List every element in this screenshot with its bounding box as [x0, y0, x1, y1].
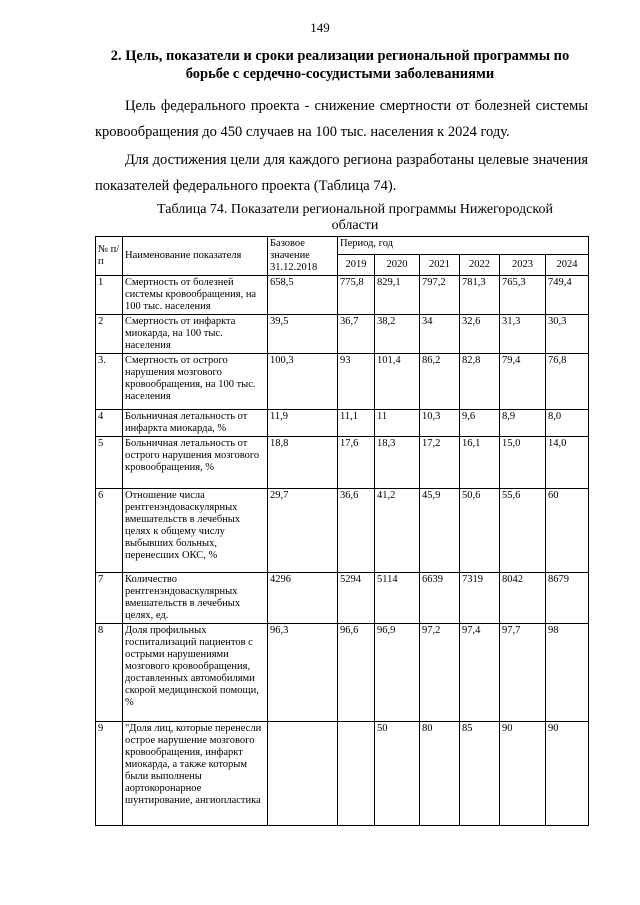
row-number-cell: 5	[96, 437, 123, 489]
table-row	[96, 573, 589, 624]
indicator-name-cell: Смертность от инфаркта миокарда, на 100 тыс. населения	[123, 315, 268, 354]
header-year: 2024	[546, 254, 589, 275]
indicator-name-cell: Количество рентгенэндоваскулярных вмешательств в лечебных целях, ед.	[123, 573, 268, 624]
header-period: Период, год	[338, 237, 589, 255]
year-value-cell: 7319	[460, 573, 500, 624]
year-value-cell: 14,0	[546, 437, 589, 489]
row-number-cell: 1	[96, 276, 123, 315]
header-base: Базовое значение 31.12.2018	[268, 237, 338, 276]
year-value-cell: 32,6	[460, 315, 500, 354]
year-value-cell: 50,6	[460, 489, 500, 573]
year-value-cell: 9,6	[460, 410, 500, 437]
indicator-name-cell: Смертность от болезней системы кровообращения, на 100 тыс. населения	[123, 276, 268, 315]
year-value-cell: 45,9	[420, 489, 460, 573]
section-heading: 2. Цель, показатели и сроки реализации региональной программы по борьбе с сердечно-сосудистыми заболеваниями	[110, 48, 570, 82]
year-value-cell: 17,6	[338, 437, 375, 489]
year-value-cell: 765,3	[500, 276, 546, 315]
year-value-cell: 50	[375, 722, 420, 826]
row-number-cell: 9	[96, 722, 123, 826]
year-value-cell: 8,9	[500, 410, 546, 437]
year-value-cell: 6639	[420, 573, 460, 624]
year-value-cell	[338, 722, 375, 826]
header-year: 2021	[420, 254, 460, 275]
year-value-cell: 797,2	[420, 276, 460, 315]
row-number-cell: 3.	[96, 354, 123, 410]
year-value-cell: 97,7	[500, 624, 546, 722]
table-caption: Таблица 74. Показатели региональной программы Нижегородской области	[157, 202, 553, 233]
year-value-cell: 76,8	[546, 354, 589, 410]
table-row	[96, 354, 589, 410]
year-value-cell: 55,6	[500, 489, 546, 573]
table-row	[96, 722, 589, 826]
row-number-cell: 8	[96, 624, 123, 722]
row-number-cell: 2	[96, 315, 123, 354]
year-value-cell: 829,1	[375, 276, 420, 315]
table-row	[96, 624, 589, 722]
year-value-cell: 5294	[338, 573, 375, 624]
year-value-cell: 775,8	[338, 276, 375, 315]
year-value-cell: 17,2	[420, 437, 460, 489]
year-value-cell: 8042	[500, 573, 546, 624]
base-value-cell: 29,7	[268, 489, 338, 573]
base-value-cell: 4296	[268, 573, 338, 624]
year-value-cell: 41,2	[375, 489, 420, 573]
year-value-cell: 86,2	[420, 354, 460, 410]
table-row	[96, 276, 589, 315]
year-value-cell: 18,3	[375, 437, 420, 489]
year-value-cell: 93	[338, 354, 375, 410]
year-value-cell: 60	[546, 489, 589, 573]
year-value-cell: 101,4	[375, 354, 420, 410]
row-number-cell: 6	[96, 489, 123, 573]
year-value-cell: 36,7	[338, 315, 375, 354]
year-value-cell: 30,3	[546, 315, 589, 354]
year-value-cell: 96,6	[338, 624, 375, 722]
year-value-cell: 16,1	[460, 437, 500, 489]
base-value-cell: 18,8	[268, 437, 338, 489]
table-row	[96, 437, 589, 489]
year-value-cell: 79,4	[500, 354, 546, 410]
indicators-table	[95, 236, 589, 826]
row-number-cell: 4	[96, 410, 123, 437]
year-value-cell: 781,3	[460, 276, 500, 315]
header-year: 2022	[460, 254, 500, 275]
year-value-cell: 36,6	[338, 489, 375, 573]
year-value-cell: 90	[546, 722, 589, 826]
year-value-cell: 97,4	[460, 624, 500, 722]
year-value-cell: 11,1	[338, 410, 375, 437]
base-value-cell: 11,9	[268, 410, 338, 437]
row-number-cell: 7	[96, 573, 123, 624]
header-name: Наименование показателя	[123, 237, 268, 276]
year-value-cell: 80	[420, 722, 460, 826]
base-value-cell: 39,5	[268, 315, 338, 354]
indicator-name-cell: Больничная летальность от инфаркта миокарда, %	[123, 410, 268, 437]
header-year: 2020	[375, 254, 420, 275]
year-value-cell: 85	[460, 722, 500, 826]
table-row	[96, 489, 589, 573]
year-value-cell: 82,8	[460, 354, 500, 410]
indicator-name-cell: "Доля лиц, которые перенесли острое нарушение мозгового кровообращения, инфаркт миокарда, а также которым были выполнены аортокоронарное шунтирование, ангиопластика	[123, 722, 268, 826]
year-value-cell: 31,3	[500, 315, 546, 354]
year-value-cell: 96,9	[375, 624, 420, 722]
table-row	[96, 315, 589, 354]
base-value-cell: 96,3	[268, 624, 338, 722]
year-value-cell: 98	[546, 624, 589, 722]
base-value-cell: 658,5	[268, 276, 338, 315]
year-value-cell: 8,0	[546, 410, 589, 437]
year-value-cell: 97,2	[420, 624, 460, 722]
targets-paragraph: Для достижения цели для каждого региона разработаны целевые значения показателей федерального проекта (Таблица 74).	[95, 152, 588, 194]
year-value-cell: 15,0	[500, 437, 546, 489]
header-num: № п/п	[96, 237, 123, 276]
year-value-cell: 38,2	[375, 315, 420, 354]
indicator-name-cell: Доля профильных госпитализаций пациентов с острыми нарушениями мозгового кровообращения, доставленных автомобилями скорой медицинской помощи, %	[123, 624, 268, 722]
header-year: 2019	[338, 254, 375, 275]
year-value-cell: 34	[420, 315, 460, 354]
indicator-name-cell: Отношение числа рентгенэндоваскулярных вмешательств в лечебных целях к общему числу выбывших больных, перенесших ОКС, %	[123, 489, 268, 573]
year-value-cell: 5114	[375, 573, 420, 624]
year-value-cell: 11	[375, 410, 420, 437]
base-value-cell	[268, 722, 338, 826]
indicator-name-cell: Смертность от острого нарушения мозгового кровообращения, на 100 тыс. населения	[123, 354, 268, 410]
goal-paragraph: Цель федерального проекта - снижение смертности от болезней системы кровообращения до 450 случаев на 100 тыс. населения к 2024 году.	[95, 98, 588, 140]
year-value-cell: 90	[500, 722, 546, 826]
year-value-cell: 8679	[546, 573, 589, 624]
base-value-cell: 100,3	[268, 354, 338, 410]
header-year: 2023	[500, 254, 546, 275]
year-value-cell: 749,4	[546, 276, 589, 315]
table-row	[96, 410, 589, 437]
indicator-name-cell: Больничная летальность от острого нарушения мозгового кровообращения, %	[123, 437, 268, 489]
page-number: 149	[310, 20, 330, 35]
year-value-cell: 10,3	[420, 410, 460, 437]
